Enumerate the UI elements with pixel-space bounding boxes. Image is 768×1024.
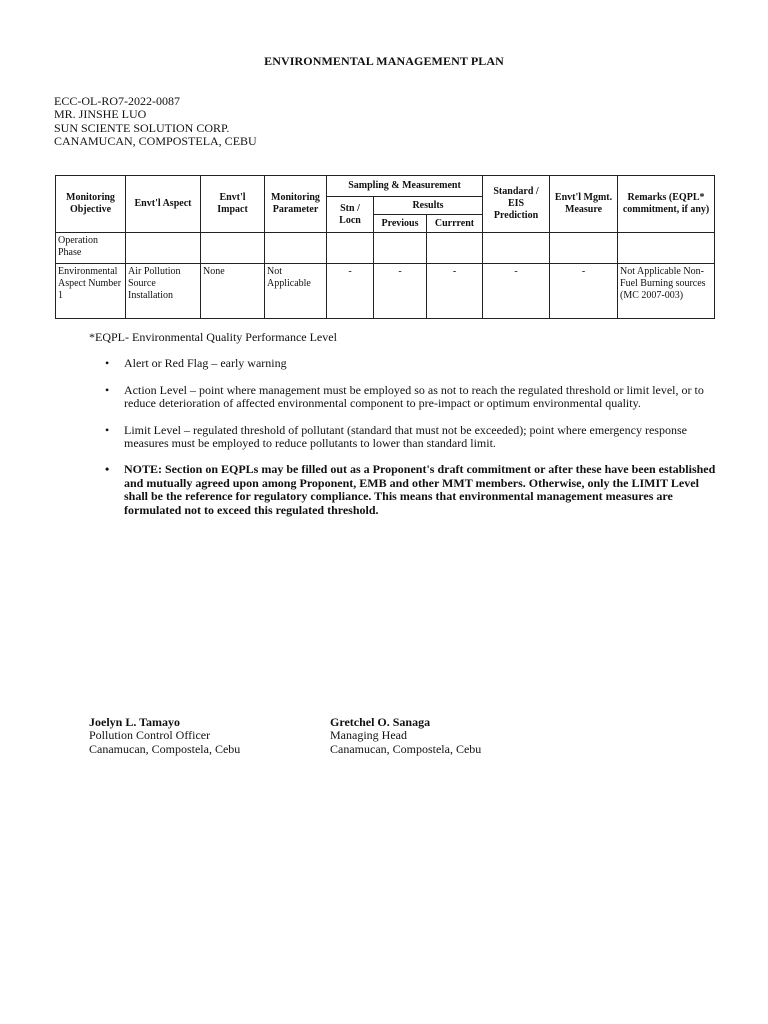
header-sampling-measurement: Sampling & Measurement bbox=[327, 176, 483, 197]
document-title: ENVIRONMENTAL MANAGEMENT PLAN bbox=[264, 54, 504, 68]
cell-measure: - bbox=[550, 264, 618, 319]
signatory-location: Canamucan, Compostela, Cebu bbox=[89, 741, 241, 756]
company-address: CANAMUCAN, COMPOSTELA, CEBU bbox=[54, 134, 257, 149]
proponent-name: MR. JINSHE LUO bbox=[54, 107, 147, 122]
cell-stn bbox=[327, 233, 374, 264]
list-item bbox=[89, 357, 719, 370]
signatory-block bbox=[89, 716, 240, 756]
cell-impact: None bbox=[201, 264, 265, 319]
signatory-location: Canamucan, Compostela, Cebu bbox=[330, 741, 482, 756]
signatory-name: Gretchel O. Sanaga bbox=[330, 715, 431, 729]
cell-remarks: Not Applicable Non-Fuel Burning sources (MC 2007-003) bbox=[618, 264, 715, 319]
signatory-name: Joelyn L. Tamayo bbox=[89, 715, 181, 729]
cell-parameter bbox=[265, 233, 327, 264]
eqpl-definition: *EQPL- Environmental Quality Performance Level bbox=[89, 330, 337, 344]
ecc-number: ECC-OL-RO7-2022-0087 bbox=[54, 94, 180, 108]
signatory-block bbox=[330, 716, 481, 756]
header-envtl-aspect: Envt'l Aspect bbox=[126, 176, 201, 233]
bullet-text: NOTE: Section on EQPLs may be filled out as a Proponent's draft commitment or after these have been established and mutually agreed upon among Proponent, EMB and other MMT members. Otherwise, only the LIMIT Level shall be the reference for regulatory compliance. This means that environmental management measures are formulated not to exceed this regulated threshold. bbox=[124, 462, 716, 517]
bullet-icon: • bbox=[105, 382, 110, 397]
cell-previous bbox=[374, 233, 427, 264]
bullet-icon: • bbox=[105, 462, 110, 477]
cell-previous: - bbox=[374, 264, 427, 319]
emp-table bbox=[55, 175, 715, 319]
header-remarks: Remarks (EQPL* commitment, if any) bbox=[618, 176, 715, 233]
header-monitoring-objective: Monitoring Objective bbox=[56, 176, 126, 233]
cell-measure bbox=[550, 233, 618, 264]
cell-standard bbox=[483, 233, 550, 264]
list-item bbox=[89, 384, 719, 411]
cell-current: - bbox=[427, 264, 483, 319]
table-row bbox=[56, 264, 715, 319]
header-monitoring-parameter: Monitoring Parameter bbox=[265, 176, 327, 233]
cell-aspect bbox=[126, 233, 201, 264]
header-standard-eis: Standard / EIS Prediction bbox=[483, 176, 550, 233]
cell-aspect: Air Pollution Source Installation bbox=[126, 264, 201, 319]
header-stn-locn: Stn / Locn bbox=[327, 197, 374, 233]
company-name: SUN SCIENTE SOLUTION CORP. bbox=[54, 120, 230, 135]
header-envtl-impact: Envt'l Impact bbox=[201, 176, 265, 233]
cell-remarks bbox=[618, 233, 715, 264]
cell-objective: Environmental Aspect Number 1 bbox=[56, 264, 126, 319]
cell-standard: - bbox=[483, 264, 550, 319]
header-previous: Previous bbox=[374, 215, 427, 233]
cell-stn: - bbox=[327, 264, 374, 319]
document-header bbox=[54, 95, 257, 149]
bullet-icon: • bbox=[105, 422, 110, 437]
signatory-title: Managing Head bbox=[330, 728, 407, 743]
notes-section bbox=[89, 331, 719, 530]
bullet-text: Action Level – point where management must be employed so as not to reach the regulated threshold or limit level, or to reduce deterioration of affected environmental component to pre-impact or optimum environmental quality. bbox=[124, 382, 704, 411]
header-current: Currrent bbox=[427, 215, 483, 233]
cell-current bbox=[427, 233, 483, 264]
cell-impact bbox=[201, 233, 265, 264]
bullet-icon: • bbox=[105, 356, 110, 371]
cell-objective: Operation Phase bbox=[56, 233, 126, 264]
bullet-text: Limit Level – regulated threshold of pollutant (standard that must not be exceeded); point where emergency response measures must be employed to reduce pollutants to lower than standard limit. bbox=[124, 422, 687, 451]
table-row bbox=[56, 233, 715, 264]
bullet-text: Alert or Red Flag – early warning bbox=[124, 356, 287, 371]
list-item bbox=[89, 424, 719, 451]
table-header-row bbox=[56, 176, 715, 197]
header-mgmt-measure: Envt'l Mgmt. Measure bbox=[550, 176, 618, 233]
list-item bbox=[89, 463, 719, 517]
signatory-title: Pollution Control Officer bbox=[89, 728, 211, 743]
cell-parameter: Not Applicable bbox=[265, 264, 327, 319]
eqpl-bullet-list bbox=[89, 357, 719, 517]
header-results: Results bbox=[374, 197, 483, 215]
